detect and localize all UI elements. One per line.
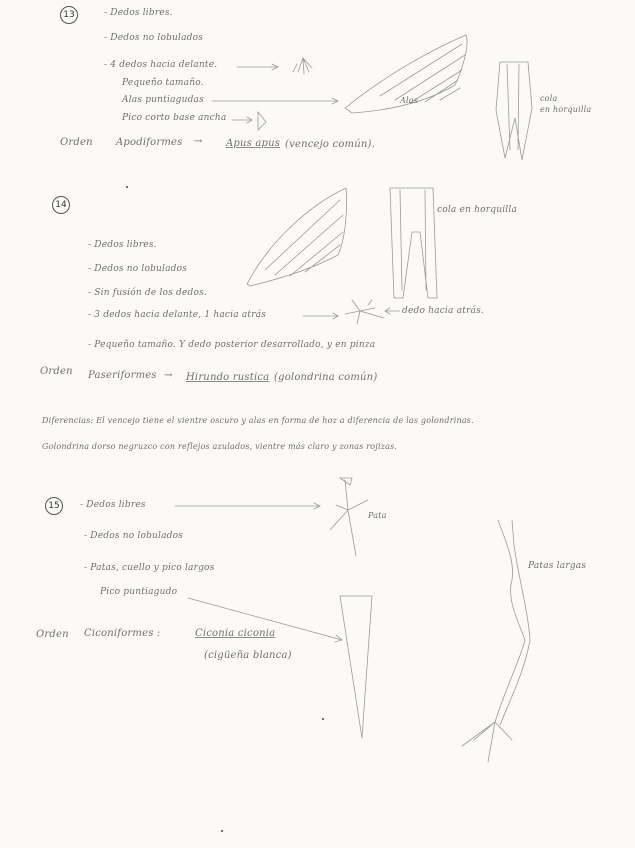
s14-line-free-toes: - Dedos libres. xyxy=(88,240,157,250)
section-number-13: 13 xyxy=(60,6,78,24)
swallow-wing-sketch xyxy=(247,188,347,286)
swift-foot-sketch xyxy=(293,58,312,74)
swallow-tail-sketch xyxy=(390,188,437,298)
differences-line-2: Golondrina dorso negruzco con reflejos azulados, vientre más claro y zonas rojizas. xyxy=(42,442,398,451)
s14-common-name: (golondrina común) xyxy=(274,372,378,383)
differences-line-1: Diferencias: El vencejo tiene el vientre oscuro y alas en forma de hoz a diferencia de las golondrinas. xyxy=(42,416,474,425)
s13-line-four-toes: - 4 dedos hacia delante. xyxy=(104,60,218,70)
s13-common-name: (vencejo común). xyxy=(285,139,375,150)
s13-line-free-toes: - Dedos libres. xyxy=(104,8,173,18)
swift-tail-sketch xyxy=(496,62,532,160)
section-number-15: 15 xyxy=(45,497,63,515)
s14-line-small-size: - Pequeño tamaño. Y dedo posterior desarrollado, y en pinza xyxy=(88,340,376,350)
s15-line-pointed-beak: Pico puntiagudo xyxy=(100,587,178,597)
s14-tail-label: cola en horquilla xyxy=(437,205,518,215)
s14-species-name: Hirundo rustica xyxy=(186,372,270,383)
s13-line-pointed-wings: Alas puntiagudas xyxy=(122,95,204,105)
s13-tail-label-2: en horquilla xyxy=(540,105,592,114)
s13-tail-label-1: cola xyxy=(540,94,558,103)
s13-line-small-size: Pequeño tamaño. xyxy=(122,78,204,88)
s15-species-name: Ciconia ciconia xyxy=(195,628,276,639)
arrow-to-wing xyxy=(212,98,338,104)
s14-back-toe-label: dedo hacia atrás. xyxy=(402,306,484,316)
s15-orden-label: Orden xyxy=(36,629,69,640)
s15-foot-label: Pata xyxy=(368,511,387,520)
s14-line-three-toes: - 3 dedos hacia delante, 1 hacia atrás xyxy=(88,310,267,320)
s15-line-free-toes: - Dedos libres xyxy=(80,500,146,510)
arrow-to-beak xyxy=(232,117,252,123)
s14-line-no-fusion: - Sin fusión de los dedos. xyxy=(88,288,207,298)
stork-leg-sketch xyxy=(462,520,530,762)
arrow-to-foot xyxy=(237,64,278,70)
s13-orden-label: Orden xyxy=(60,137,93,148)
s14-arrow: → xyxy=(164,370,173,381)
arrow-to-swallow-foot xyxy=(303,313,338,319)
pencil-dot xyxy=(322,718,324,720)
s14-line-not-lobed: - Dedos no lobulados xyxy=(88,264,188,274)
s15-line-not-lobed: - Dedos no lobulados xyxy=(84,531,184,541)
s14-orden-name: Paseriformes xyxy=(88,370,157,381)
pencil-dot xyxy=(221,830,223,832)
swallow-foot-sketch xyxy=(345,300,384,324)
s14-orden-label: Orden xyxy=(40,366,73,377)
s15-line-long-parts: - Patas, cuello y pico largos xyxy=(84,563,215,573)
s13-arrow: → xyxy=(194,136,203,147)
s13-wing-label: Alas xyxy=(400,96,419,105)
s15-orden-name: Ciconiformes : xyxy=(84,628,161,639)
stork-beak-sketch xyxy=(340,596,372,738)
pencil-dot xyxy=(126,186,128,188)
s13-orden-name: Apodiformes xyxy=(116,137,183,148)
s13-line-not-lobed: - Dedos no lobulados xyxy=(104,33,204,43)
s13-line-short-beak: Pico corto base ancha xyxy=(122,113,227,123)
s13-species-name: Apus apus xyxy=(226,138,281,149)
s15-common-name: (cigüeña blanca) xyxy=(204,650,292,661)
stork-foot-sketch xyxy=(330,478,368,556)
arrow-to-stork-foot xyxy=(175,503,320,509)
section-number-14: 14 xyxy=(52,196,70,214)
arrow-back-toe xyxy=(385,308,400,314)
swift-beak-sketch xyxy=(258,112,266,130)
s15-legs-label: Patas largas xyxy=(528,561,587,571)
